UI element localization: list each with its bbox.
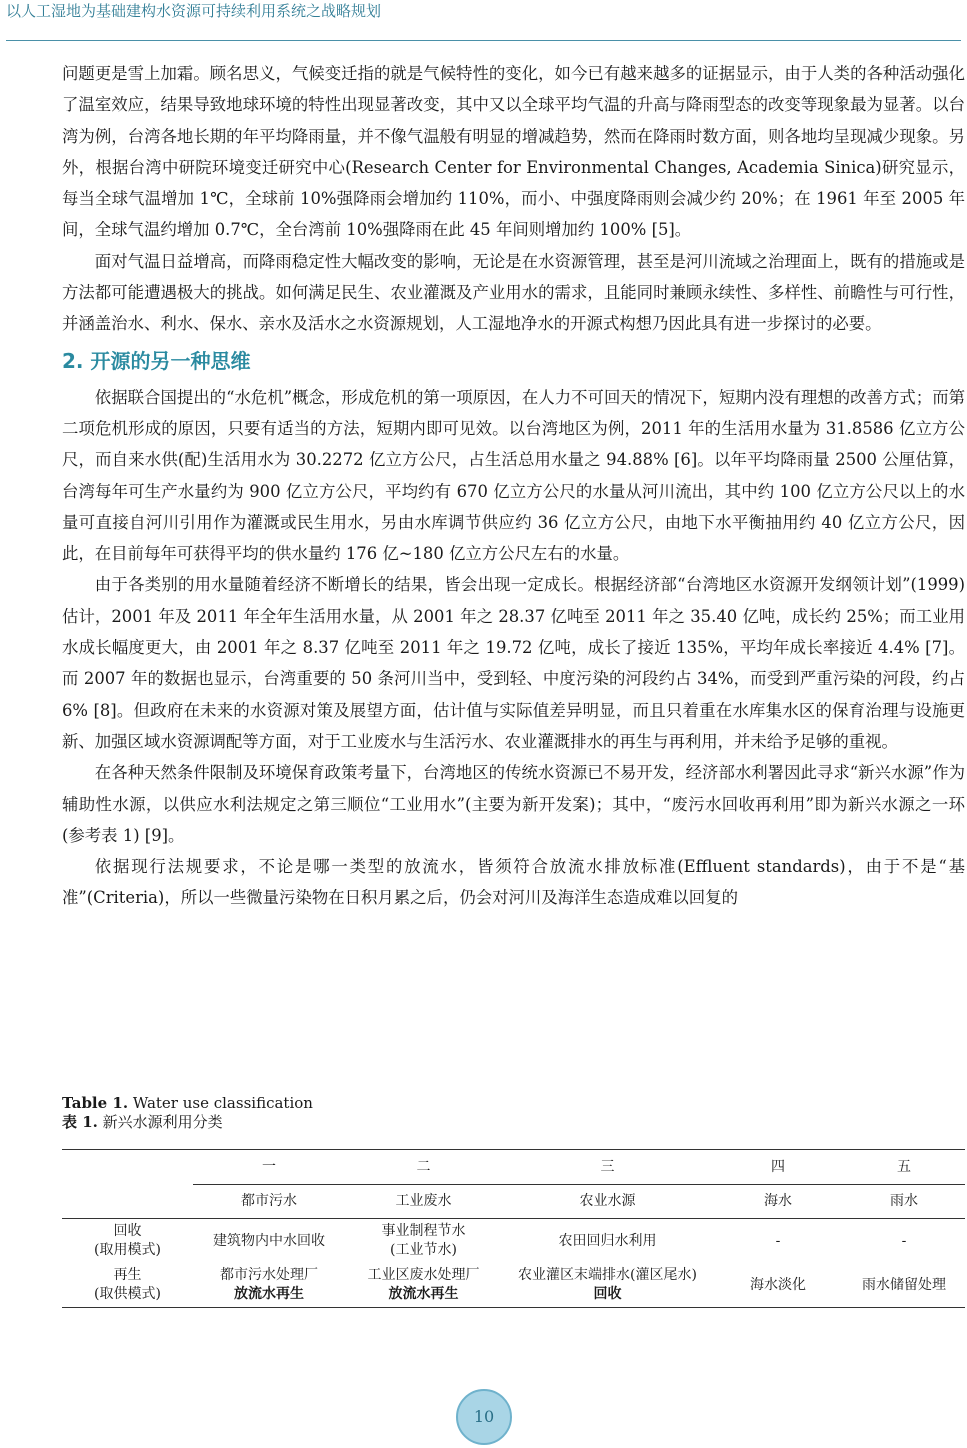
table-cell: - xyxy=(843,1219,965,1264)
table-corner-cell xyxy=(62,1150,193,1185)
cell-line-bold: 回收 xyxy=(593,1286,622,1302)
running-head: 以人工湿地为基础建构水资源可持续利用系统之战略规划 xyxy=(6,0,961,41)
table-row-numbers xyxy=(62,1150,965,1185)
water-use-table xyxy=(62,1149,965,1308)
section-heading: 2. 开源的另一种思维 xyxy=(62,348,251,373)
row-label: 再生 xyxy=(113,1267,142,1283)
table-cell: 二 xyxy=(345,1150,502,1185)
table-row-reuse xyxy=(62,1219,965,1264)
table-cell: - xyxy=(713,1219,843,1264)
caption-zh-label: 表 1. xyxy=(62,1113,98,1131)
table-cell: 三 xyxy=(502,1150,713,1185)
table-cell: 雨水储留处理 xyxy=(843,1263,965,1308)
row-label-sub: (取用模式) xyxy=(94,1242,161,1258)
table-cell: 一 xyxy=(193,1150,345,1185)
table-cell: 海水淡化 xyxy=(713,1263,843,1308)
cell-line: 工业区废水处理厂 xyxy=(367,1267,480,1283)
table-cell: 五 xyxy=(843,1150,965,1185)
table-cell: 工业废水 xyxy=(345,1185,502,1219)
table-cell xyxy=(193,1263,345,1308)
table-cell: 农田回归水利用 xyxy=(502,1219,713,1264)
page-number-badge: 10 xyxy=(456,1389,512,1445)
table-row-regen xyxy=(62,1263,965,1308)
table-cell: 建筑物内中水回收 xyxy=(193,1219,345,1264)
row-label-sub: (取供模式) xyxy=(94,1286,161,1302)
cell-line: 都市污水处理厂 xyxy=(220,1267,318,1283)
table-caption-zh xyxy=(62,1113,965,1132)
table-cell xyxy=(345,1263,502,1308)
row-label: 回收 xyxy=(113,1223,142,1239)
cell-line-bold: 放流水再生 xyxy=(388,1286,459,1302)
table-caption xyxy=(62,1094,965,1132)
caption-en-text: Water use classification xyxy=(128,1094,313,1112)
table-cell: 海水 xyxy=(713,1185,843,1219)
table-corner-cell xyxy=(62,1185,193,1219)
table-cell: 四 xyxy=(713,1150,843,1185)
table-row-header xyxy=(62,1263,193,1308)
paragraph-5: 在各种天然条件限制及环境保育政策考量下，台湾地区的传统水资源已不易开发，经济部水利署因此寻求“新兴水源”作为辅助性水源，以供应水利法规定之第三顺位“工业用水”(主要为新开发案)；其中，“废污水回收再利用”即为新兴水源之一环(参考表 1) [9]。 xyxy=(62,763,965,845)
table-cell: 雨水 xyxy=(843,1185,965,1219)
paragraph-4: 由于各类别的用水量随着经济不断增长的结果，皆会出现一定成长。根据经济部“台湾地区水资源开发纲领计划”(1999)估计，2001 年及 2011 年全年生活用水量，从 2001 年之 28.37 亿吨至 2011 年之 35.40 亿吨，成长约 25%；而工业用水成长幅度更大，由 2001 年之 8.37 亿吨至 2011 年之 19.72 亿吨，成长了接近 135%，平均年成长率接近 4.4% [7]。而 2007 年的数据也显示，台湾重要的 50 条河川当中，受到轻、中度污染的河段约占 34%，而受到严重污染的河段，约占 6% [8]。但政府在未来的水资源对策及展望方面，估计值与实际值差异明显，而且只着重在水库集水区的保育治理与设施更新、加强区域水资源调配等方面，对于工业废水与生活污水、农业灌溉排水的再生与再利用，并未给予足够的重视。 xyxy=(62,575,965,751)
table-cell: 农业水源 xyxy=(502,1185,713,1219)
cell-line: 事业制程节水 xyxy=(381,1223,466,1239)
table-caption-en xyxy=(62,1094,965,1113)
table-row-header xyxy=(62,1219,193,1264)
paragraph-2: 面对气温日益增高，而降雨稳定性大幅改变的影响，无论是在水资源管理，甚至是河川流域之治理面上，既有的措施或是方法都可能遭遇极大的挑战。如何满足民生、农业灌溉及产业用水的需求，且能同时兼顾永续性、多样性、前瞻性与可行性，并涵盖治水、利水、保水、亲水及活水之水资源规划，人工湿地净水的开源式构想乃因此具有进一步探讨的必要。 xyxy=(62,251,965,334)
table-cell xyxy=(345,1219,502,1264)
table-cell: 都市污水 xyxy=(193,1185,345,1219)
cell-line: (工业节水) xyxy=(390,1242,457,1258)
caption-en-label: Table 1. xyxy=(62,1094,129,1112)
body-text xyxy=(62,58,965,914)
paragraph-6: 依据现行法规要求，不论是哪一类型的放流水，皆须符合放流水排放标准(Effluent standards)，由于不是“基准”(Criteria)，所以一些微量污染物在日积月累之后，仍会对河川及海洋生态造成难以回复的 xyxy=(62,857,965,908)
caption-zh-text: 新兴水源利用分类 xyxy=(97,1113,223,1131)
paragraph-3: 依据联合国提出的“水危机”概念，形成危机的第一项原因，在人力不可回天的情况下，短期内没有理想的改善方式；而第二项危机形成的原因，只要有适当的方法，短期内即可见效。以台湾地区为例，2011 年的生活用水量为 31.8586 亿立方公尺，而自来水供(配)生活用水为 30.2272 亿立方公尺，占生活总用水量之 94.88% [6]。以年平均降雨量 2500 公厘估算，台湾每年可生产水量约为 900 亿立方公尺，平均约有 670 亿立方公尺的水量从河川流出，其中约 100 亿立方公尺以上的水量可直接自河川引用作为灌溉或民生用水，另由水库调节供应约 36 亿立方公尺，由地下水平衡抽用约 40 亿立方公尺，因此，在目前每年可获得平均的供水量约 176 亿~180 亿立方公尺左右的水量。 xyxy=(62,387,965,564)
paragraph-1: 问题更是雪上加霜。顾名思义，气候变迁指的就是气候特性的变化，如今已有越来越多的证据显示，由于人类的各种活动强化了温室效应，结果导致地球环境的特性出现显著改变，其中又以全球平均气温的升高与降雨型态的改变等现象最为显著。以台湾为例，台湾各地长期的年平均降雨量，并不像气温般有明显的增减趋势，然而在降雨时数方面，则各地均呈现减少现象。另外，根据台湾中研院环境变迁研究中心(Research Center for Environmental Changes, Academia Sinica)研究显示，每当全球气温增加 1℃，全球前 10%强降雨会增加约 110%，而小、中强度降雨则会减少约 20%；在 1961 年至 2005 年间，全球气温约增加 0.7℃，全台湾前 10%强降雨在此 45 年间则增加约 100% [5]。 xyxy=(62,64,965,240)
cell-line-bold: 放流水再生 xyxy=(234,1286,304,1302)
table-cell xyxy=(502,1263,713,1308)
cell-line: 农业灌区末端排水(灌区尾水) xyxy=(518,1267,697,1283)
table-row-sources xyxy=(62,1185,965,1219)
